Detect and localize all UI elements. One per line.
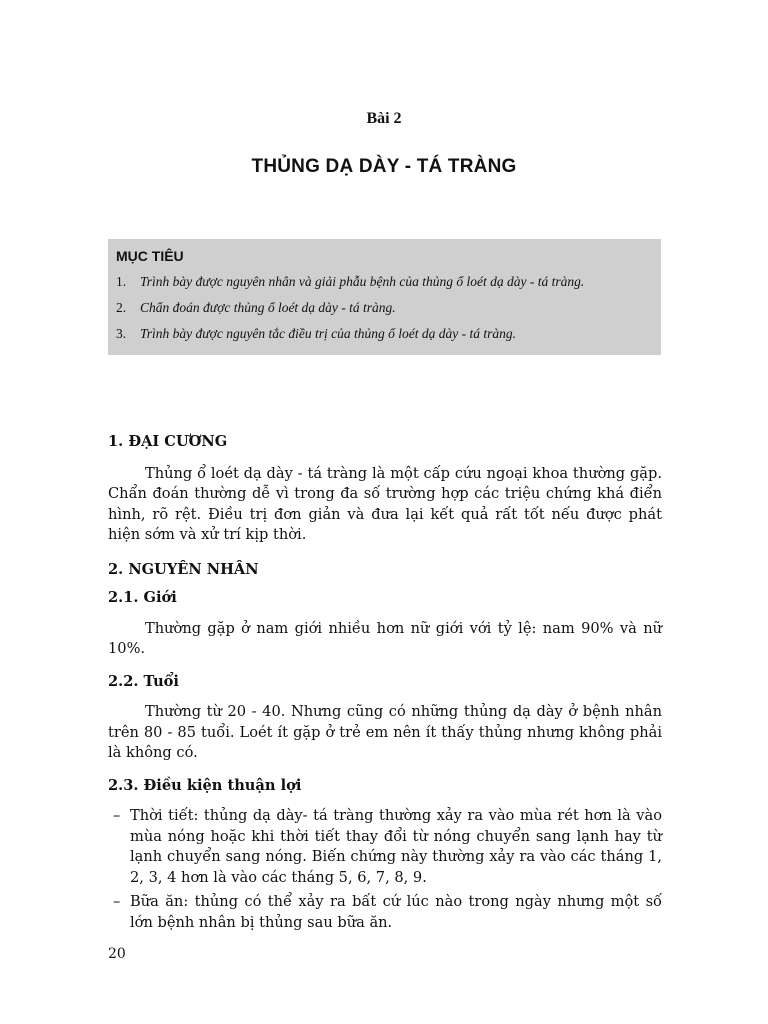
gender-paragraph: Thường gặp ở nam giới nhiều hơn nữ giới với tỷ lệ: nam 90% và nữ 10%. [108, 619, 662, 657]
objective-item [116, 325, 653, 343]
objective-item [116, 299, 653, 317]
list-item [108, 892, 662, 933]
subsection-heading-conditions: 2.3. Điều kiện thuận lợi [108, 776, 302, 794]
objectives-heading: MỤC TIÊU [116, 248, 184, 264]
objectives-list [116, 273, 653, 343]
bullet-dash: – [113, 807, 121, 824]
objectives-box [108, 239, 661, 355]
objective-number: 3. [116, 326, 127, 341]
section-heading-overview: 1. ĐẠI CƯƠNG [108, 433, 228, 450]
subsection-heading-age: 2.2. Tuổi [108, 672, 179, 690]
objective-number: 2. [116, 300, 127, 315]
list-item [108, 806, 662, 888]
age-paragraph: Thường từ 20 - 40. Nhưng cũng có những thủng dạ dày ở bệnh nhân trên 80 - 85 tuổi. Loét ít gặp ở trẻ em nên ít thấy thủng nhưng không phải là không có. [108, 703, 662, 761]
lesson-number: Bài 2 [366, 110, 402, 127]
page-title: THỦNG DẠ DÀY - TÁ TRÀNG [251, 156, 517, 177]
objective-text: Trình bày được nguyên tắc điều trị của thủng ổ loét dạ dày - tá tràng. [140, 326, 517, 341]
bullet-text: Bữa ăn: thủng có thể xảy ra bất cứ lúc nào trong ngày nhưng một số lớn bệnh nhân bị thủng sau bữa ăn. [130, 893, 662, 931]
section-heading-causes: 2. NGUYÊN NHÂN [108, 560, 259, 578]
bullet-dash: – [113, 893, 121, 910]
objective-text: Trình bày được nguyên nhân và giải phẫu bệnh của thủng ổ loét dạ dày - tá tràng. [140, 274, 585, 289]
objective-item [116, 273, 653, 291]
body-content [108, 432, 662, 933]
overview-paragraph: Thủng ổ loét dạ dày - tá tràng là một cấp cứu ngoại khoa thường gặp. Chẩn đoán thường dễ vì trong đa số trường hợp các triệu chứng khá điển hình, rõ rệt. Điều trị đơn giản và đưa lại kết quả rất tốt nếu được phát hiện sớm và xử trí kịp thời. [108, 464, 662, 543]
page-number: 20 [108, 946, 126, 962]
bullet-text: Thời tiết: thủng dạ dày- tá tràng thường xảy ra vào mùa rét hơn là vào mùa nóng hoặc khi thời tiết thay đổi từ nóng chuyển sang lạnh hay từ lạnh chuyển sang nóng. Biến chứng này thường xảy ra vào các tháng 1, 2, 3, 4 hơn là vào các tháng 5, 6, 7, 8, 9. [130, 807, 662, 886]
subsection-heading-gender: 2.1. Giới [108, 589, 177, 606]
objective-number: 1. [116, 274, 127, 289]
objective-text: Chẩn đoán được thủng ổ loét dạ dày - tá tràng. [140, 300, 396, 315]
